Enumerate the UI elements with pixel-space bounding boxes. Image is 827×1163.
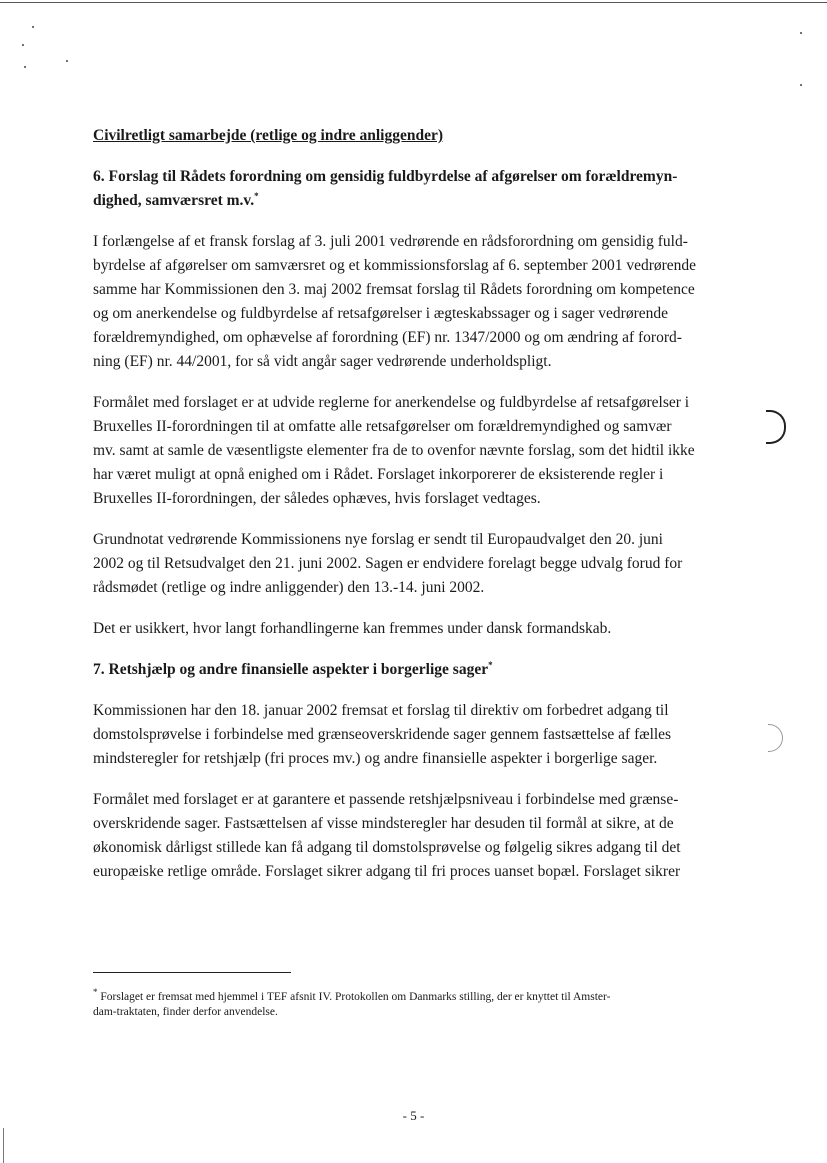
text-line: og om anerkendelse og fuldbyrdelse af retsafgørelser i ægteskabssager og i sager vedrørende [93,305,669,322]
scan-speck [22,44,24,46]
footnote [93,987,743,1020]
scan-speck [24,66,26,68]
paragraph [93,528,743,600]
paragraph [93,391,743,511]
heading-line: dighed, samværsret m.v.* [93,190,259,209]
text-line: Formålet med forslaget er at garantere et passende retshjælpsniveau i forbindelse med grænse- [93,791,679,808]
text-line: rådsmødet (retlige og indre anliggender) den 13.-14. juni 2002. [93,579,485,596]
text-line: overskridende sager. Fastsættelsen af visse mindsteregler har desuden til formål at sikre, at de [93,815,674,832]
scan-left-edge [3,1128,4,1163]
text-line: forældremyndighed, om ophævelse af forordning (EF) nr. 1347/2000 og om ændring af forord- [93,329,682,346]
punch-hole-mark [768,724,783,752]
scan-speck [32,26,34,28]
text-line: økonomisk dårligst stillede kan få adgang til domstolsprøvelse og følgelig sikres adgang til det [93,839,681,856]
footnote-marker: * [254,190,259,201]
text-line: Formålet med forslaget er at udvide reglerne for anerkendelse og fuldbyrdelse af retsafgørelser i [93,394,690,411]
scan-speck [800,32,802,34]
footnote-separator [93,972,291,973]
footnote-line: * Forslaget er fremsat med hjemmel i TEF afsnit IV. Protokollen om Danmarks stilling, der er knyttet til Amster- [93,987,611,1003]
text-line: har været muligt at opnå enighed om i Rådet. Forslaget inkorporerer de eksisterende regler i [93,466,664,483]
footnote-marker: * [93,987,98,998]
text-line: Bruxelles II-forordningen til at omfatte alle retsafgørelser om forældremyndighed og samvær [93,418,672,435]
heading-line: 6. Forslag til Rådets forordning om gensidig fuldbyrdelse af afgørelser om forældremyn- [93,168,678,185]
text-line: ning (EF) nr. 44/2001, for så vidt angår sager vedrørende underholdspligt. [93,353,552,370]
text-line: mv. samt at samle de væsentligste elementer fra de to ovenfor nævnte forslag, som det hidtil ikke [93,442,695,459]
section-title: Civilretligt samarbejde (retlige og indre anliggender) [93,127,443,144]
document-body [93,124,743,901]
paragraph [93,788,743,884]
text-line: domstolsprøvelse i forbindelse med grænseoverskridende sager gennem fastsættelse af fælles [93,726,672,743]
footnote-marker: * [488,659,493,670]
paragraph [93,230,743,374]
scan-top-edge [0,2,827,3]
scan-speck [66,60,68,62]
footnote-line: dam-traktaten, finder derfor anvendelse. [93,1006,278,1018]
text-line: byrdelse af afgørelser om samværsret og et kommissionsforslag af 6. september 2001 vedrørende [93,257,697,274]
scan-speck [800,84,802,86]
heading-line: 7. Retshjælp og andre finansielle aspekter i borgerlige sager* [93,659,493,678]
text-line: Grundnotat vedrørende Kommissionens nye forslag er sendt til Europaudvalget den 20. juni [93,531,663,548]
item-heading [93,658,743,682]
text-line: 2002 og til Retsudvalget den 21. juni 2002. Sagen er endvidere forelagt begge udvalg forud for [93,555,683,572]
text-line: mindsteregler for retshjælp (fri proces mv.) og andre finansielle aspekter i borgerlige sager. [93,750,658,767]
punch-hole-mark [766,410,786,444]
text-line: samme har Kommissionen den 3. maj 2002 fremsat forslag til Rådets forordning om kompetence [93,281,695,298]
page-number: - 5 - [402,1108,425,1123]
paragraph [93,617,743,641]
text-line: Kommissionen har den 18. januar 2002 fremsat et forslag til direktiv om forbedret adgang til [93,702,669,719]
text-line: europæiske retlige område. Forslaget sikrer adgang til fri proces uanset bopæl. Forslaget sikrer [93,863,681,880]
item-heading [93,165,743,213]
paragraph [93,699,743,771]
text-line: Bruxelles II-forordningen, der således ophæves, hvis forslaget vedtages. [93,490,541,507]
text-line: Det er usikkert, hvor langt forhandlingerne kan fremmes under dansk formandskab. [93,620,612,637]
text-line: I forlængelse af et fransk forslag af 3. juli 2001 vedrørende en rådsforordning om gensidig fuld- [93,233,688,250]
